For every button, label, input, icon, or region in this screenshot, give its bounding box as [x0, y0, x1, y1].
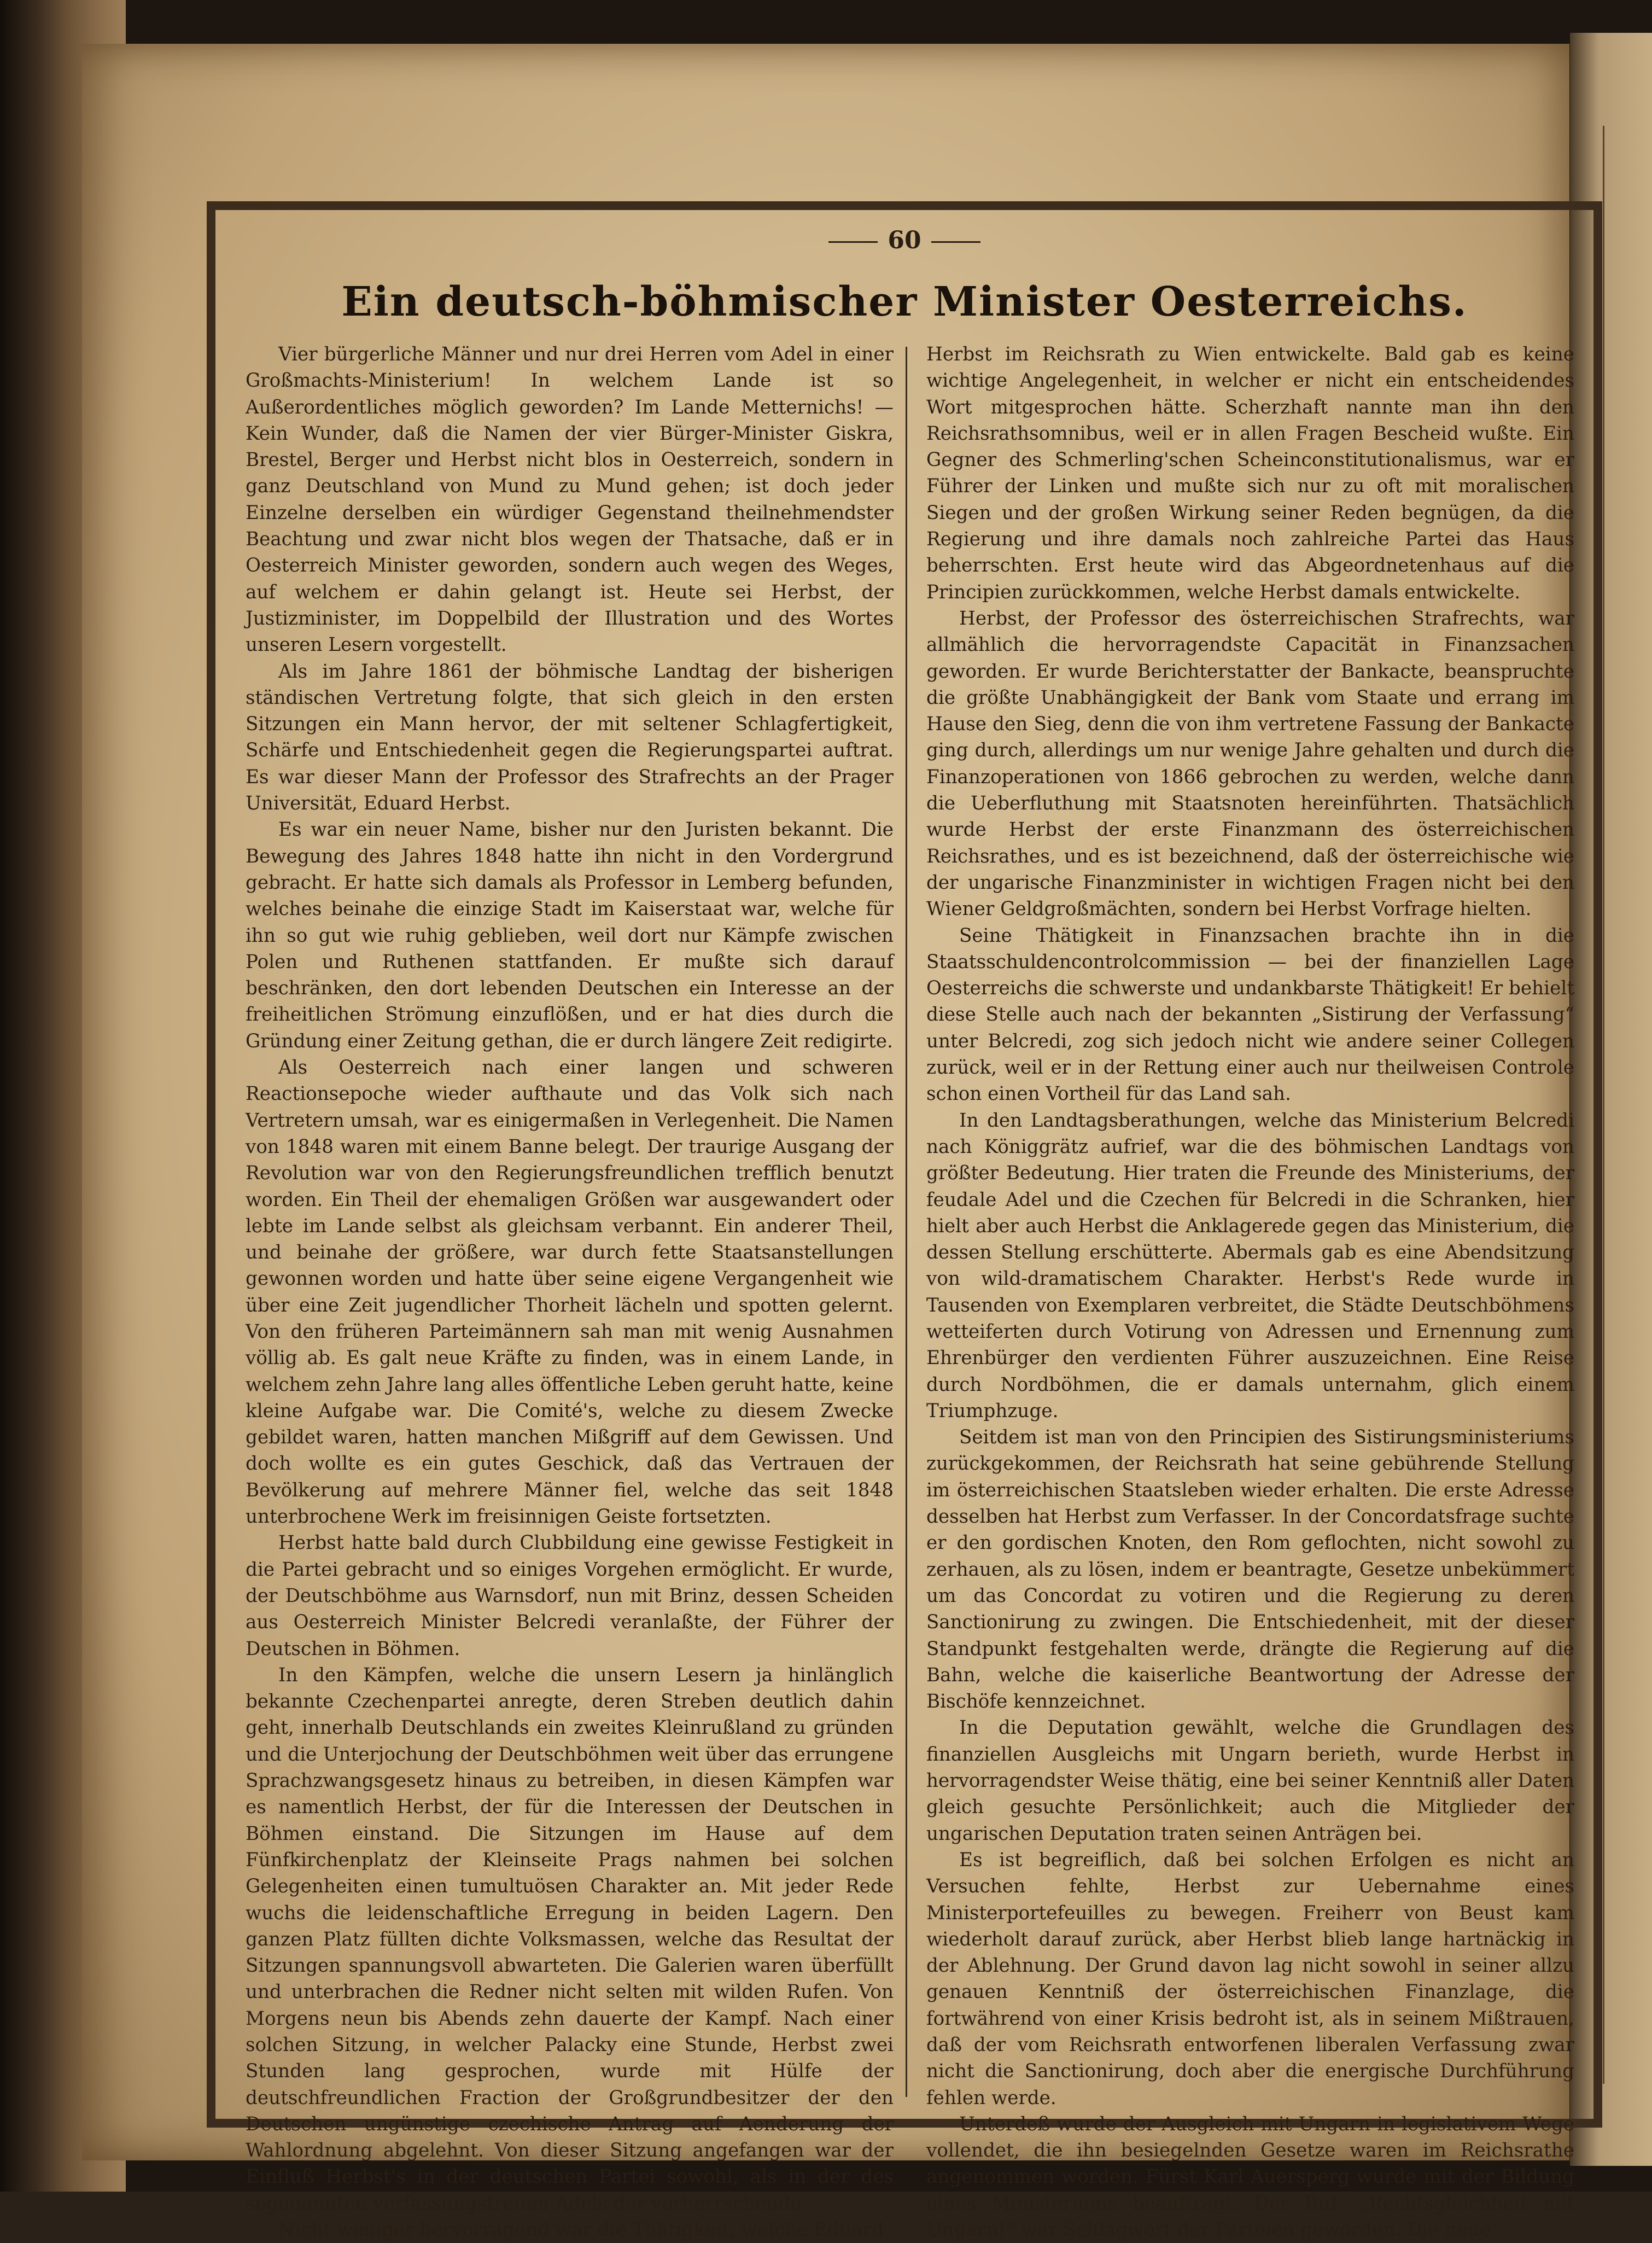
right-column	[926, 341, 1574, 2243]
column-divider	[906, 347, 907, 2097]
paragraph: Herbst, der Professor des österreichischen Strafrechts, war allmählich die hervorragendste Capacität in Finanzsachen geworden. Er wurde Berichterstatter der Bankacte, beanspruchte die größte Unabhängigkeit der Bank vom Staate und errang im Hause den Sieg, denn die von ihm vertretene Fassung der Bankacte ging durch, allerdings um nur wenige Jahre gehalten und durch die Finanzoperationen von 1866 gebrochen zu werden, welche dann die Ueberfluthung mit Staatsnoten hereinführten. Thatsächlich wurde Herbst der erste Finanzmann des österreichischen Reichsrathes, und es ist bezeichnend, daß der österreichische wie der ungarische Finanzminister in wichtigen Fragen nicht bei den Wiener Geldgroßmächten, sondern bei Herbst Vorfrage hielten.	[926, 607, 1574, 920]
paragraph: Unterdeß wurde der Ausgleich mit Ungarn in legislativem Wege vollendet, die ihn besiegelnden Gesetze waren im Reichsrathe angenommen worden. Fürst Karl Auersperg wurde mit der Bildung eines Ministeriums beauftragt. Der Ruf: „Rechtsgleichheit mit Ungarn!“ war Schlagwort der Parteien geworden. Die neue	[926, 2113, 1574, 2241]
left-column	[246, 341, 894, 2243]
page-number: 60	[888, 226, 921, 254]
page-number-dash-left	[828, 241, 878, 243]
paragraph: Vier bürgerliche Männer und nur drei Herren vom Adel in einer Großmachts-Ministerium! In welchem Lande ist so Außerordentliches möglich geworden? Im Lande Metternichs! — Kein Wunder, daß die Namen der vier Bürger-Minister Giskra, Brestel, Berger und Herbst nicht blos in Oesterreich, sondern in ganz Deutschland von Mund zu Mund gehen; ist doch jeder Einzelne derselben ein würdiger Gegenstand theilnehmendster Beachtung und zwar nicht blos wegen der Thatsache, daß er in Oesterreich Minister geworden, sondern auch wegen des Weges, auf welchem er dahin gelangt ist. Heute sei Herbst, der Justizminister, im Doppelbild der Illustration und des Wortes unseren Lesern vorgestellt.	[246, 343, 894, 656]
adjacent-page-rule	[1603, 126, 1604, 2084]
paragraph: In den Landtagsberathungen, welche das Ministerium Belcredi nach Königgrätz aufrief, war die des böhmischen Landtags von größter Bedeutung. Hier traten die Freunde des Ministeriums, der feudale Adel und die Czechen für Belcredi in die Schranken, hier hielt aber auch Herbst die Anklagerede gegen das Ministerium, die dessen Stellung erschütterte. Abermals gab es eine Abendsitzung von wild-dramatischem Charakter. Herbst's Rede wurde in Tausenden von Exemplaren verbreitet, die Städte Deutschböhmens wetteiferten durch Votirung von Adressen und Ernennung zum Ehrenbürger den verdienten Führer auszuzeichnen. Eine Reise durch Nordböhmen, die er damals unternahm, glich einem Triumphzuge.	[926, 1109, 1574, 1422]
paragraph: In die Deputation gewählt, welche die Grundlagen des finanziellen Ausgleichs mit Ungarn berieth, wurde Herbst in hervorragendster Weise thätig, eine bei seiner Kenntniß aller Daten gleich gesuchte Persönlichkeit; auch die Mitglieder der ungarischen Deputation traten seinen Anträgen bei.	[926, 1717, 1574, 1845]
paragraph: Nicht weniger hervorragend war die Thätigkeit, welche Eduard	[278, 2219, 884, 2241]
paragraph: Seitdem ist man von den Principien des Sistirungsministeriums zurückgekommen, der Reichsrath hat seine gebührende Stellung im österreichischen Staatsleben wieder erhalten. Die erste Adresse desselben hat Herbst zum Verfasser. In der Concordatsfrage suchte er den gordischen Knoten, den Rom geflochten, nicht sowohl zu zerhauen, als zu lösen, indem er beantragte, Gesetze unbekümmert um das Concordat zu votiren und die Regierung zu deren Sanctionirung zu zwingen. Die Entschiedenheit, mit der dieser Standpunkt festgehalten werde, drängte die Regierung auf die Bahn, welche die kaiserliche Beantwortung der Adresse der Bischöfe kennzeichnet.	[926, 1426, 1574, 1713]
paragraph: Es war ein neuer Name, bisher nur den Juristen bekannt. Die Bewegung des Jahres 1848 hatte ihn nicht in den Vordergrund gebracht. Er hatte sich damals als Professor in Lemberg befunden, welches beinahe die einzige Stadt im Kaiserstaat war, welche für ihn so gut wie ruhig geblieben, weil dort nur Kämpfe zwischen Polen und Ruthenen stattfanden. Er mußte sich darauf beschränken, den dort lebenden Deutschen ein Interesse an der freiheitlichen Strömung einzuflößen, und er hat dies durch die Gründung einer Zeitung gethan, die er durch längere Zeit redigirte.	[246, 819, 894, 1052]
newspaper-page	[82, 44, 1574, 2241]
page-number-dash-right	[931, 241, 980, 243]
paragraph: Herbst hatte bald durch Clubbildung eine gewisse Festigkeit in die Partei gebracht und so einiges Vorgehen ermöglicht. Er wurde, der Deutschböhme aus Warnsdorf, nun mit Brinz, dessen Scheiden aus Oesterreich Minister Belcredi veranlaßte, der Führer der Deutschen in Böhmen.	[246, 1532, 894, 1660]
paragraph: Herbst im Reichsrath zu Wien entwickelte. Bald gab es keine wichtige Angelegenheit, in welcher er nicht ein entscheidendes Wort mitgesprochen hätte. Scherzhaft nannte man ihn den Reichsrathsomnibus, weil er in allen Fragen Bescheid wußte. Ein Gegner des Schmerling'schen Scheinconstitutionalismus, war er Führer der Linken und mußte sich nur zu oft mit moralischen Siegen und der großen Wirkung seiner Reden begnügen, da die Regierung und ihre damals noch zahlreiche Partei das Haus beherrschten. Erst heute wird das Abgeordnetenhaus auf die Principien zurückkommen, welche Herbst damals entwickelte.	[926, 343, 1574, 603]
paragraph: In den Kämpfen, welche die unsern Lesern ja hinlänglich bekannte Czechenpartei anregte, deren Streben deutlich dahin geht, innerhalb Deutschlands ein zweites Kleinrußland zu gründen und die Unterjochung der Deutschböhmen weit über das errungene Sprachzwangsgesetz hinaus zu betreiben, in diesen Kämpfen war es namentlich Herbst, der für die Interessen der Deutschen in Böhmen einstand. Die Sitzungen im Hause auf dem Fünfkirchenplatz der Kleinseite Prags nahmen bei solchen Gelegenheiten einen tumultuösen Charakter an. Mit jeder Rede wuchs die leidenschaftliche Erregung in beiden Lagern. Den ganzen Platz füllten dichte Volksmassen, welche das Resultat der Sitzungen spannungsvoll abwarteten. Die Galerien waren überfüllt und unterbrachen die Redner nicht selten mit wilden Rufen. Von Morgens neun bis Abends zehn dauerte der Kampf. Nach einer solchen Sitzung, in welcher Palacky eine Stunde, Herbst zwei Stunden lang gesprochen, wurde mit Hülfe der deutschfreundlichen Fraction der Großgrundbesitzer der den Deutschen ungünstige czechische Antrag auf Aenderung der Wahlordnung abgelehnt. Von dieser Sitzung angefangen war der Einfluß Herbst's in der deutschen Partei sowohl, als in der des sogenannten verfassungstreuen Adels der vorherrschende.	[246, 1664, 894, 2215]
page-number-header	[215, 226, 1593, 254]
paragraph: Seine Thätigkeit in Finanzsachen brachte ihn in die Staatsschuldencontrolcommission — bei der finanziellen Lage Oesterreichs die schwerste und undankbarste Thätigkeit! Er behielt diese Stelle auch nach der bekannten „Sistirung der Verfassung“ unter Belcredi, zog sich jedoch nicht wie andere seiner Collegen zurück, weil er in der Rettung einer auch nur theilweisen Controle schon einen Vortheil für das Land sah.	[926, 924, 1574, 1105]
paragraph: Als im Jahre 1861 der böhmische Landtag der bisherigen ständischen Vertretung folgte, that sich gleich in den ersten Sitzungen ein Mann hervor, der mit seltener Schlagfertigkeit, Schärfe und Entschiedenheit gegen die Regierungspartei auftrat. Es war dieser Mann der Professor des Strafrechts an der Prager Universität, Eduard Herbst.	[246, 660, 894, 815]
page-frame	[213, 208, 1596, 2241]
article-title: Ein deutsch-böhmischer Minister Oesterreichs.	[341, 278, 1468, 325]
paragraph: Als Oesterreich nach einer langen und schweren Reactionsepoche wieder aufthaute und das Volk sich nach Vertretern umsah, war es einigermaßen in Verlegenheit. Die Namen von 1848 waren mit einem Banne belegt. Der traurige Ausgang der Revolution war von den Regierungsfreundlichen trefflich benutzt worden. Ein Theil der ehemaligen Größen war ausgewandert oder lebte im Lande selbst als gleichsam verbannt. Ein anderer Theil, und beinahe der größere, war durch fette Staatsanstellungen gewonnen worden und hatte über seine eigene Vergangenheit wie über eine Zeit jugendlicher Thorheit lächeln und spotten gelernt. Von den früheren Parteimännern sah man mit wenig Ausnahmen völlig ab. Es galt neue Kräfte zu finden, was in einem Lande, in welchem zehn Jahre lang alles öffentliche Leben geruht hatte, keine kleine Aufgabe war. Die Comité's, welche zu diesem Zwecke gebildet waren, hatten manchen Mißgriff auf dem Gewissen. Und doch wollte es ein gutes Geschick, daß das Vertrauen der Bevölkerung auf mehrere Männer fiel, welche das seit 1848 unterbrochene Werk im freisinnigen Geiste fortsetzten.	[246, 1057, 894, 1528]
paragraph: Es ist begreiflich, daß bei solchen Erfolgen es nicht an Versuchen fehlte, Herbst zur Uebernahme eines Ministerportefeuilles zu bewegen. Freiherr von Beust kam wiederholt darauf zurück, aber Herbst blieb lange hartnäckig in der Ablehnung. Der Grund davon lag nicht sowohl in seiner allzu genauen Kenntniß der österreichischen Finanzlage, die fortwährend von einer Krisis bedroht ist, als in seinem Mißtrauen, daß der vom Reichsrath entworfenen liberalen Verfassung zwar nicht die Sanctionirung, doch aber die energische Durchführung fehlen werde.	[926, 1849, 1574, 2109]
